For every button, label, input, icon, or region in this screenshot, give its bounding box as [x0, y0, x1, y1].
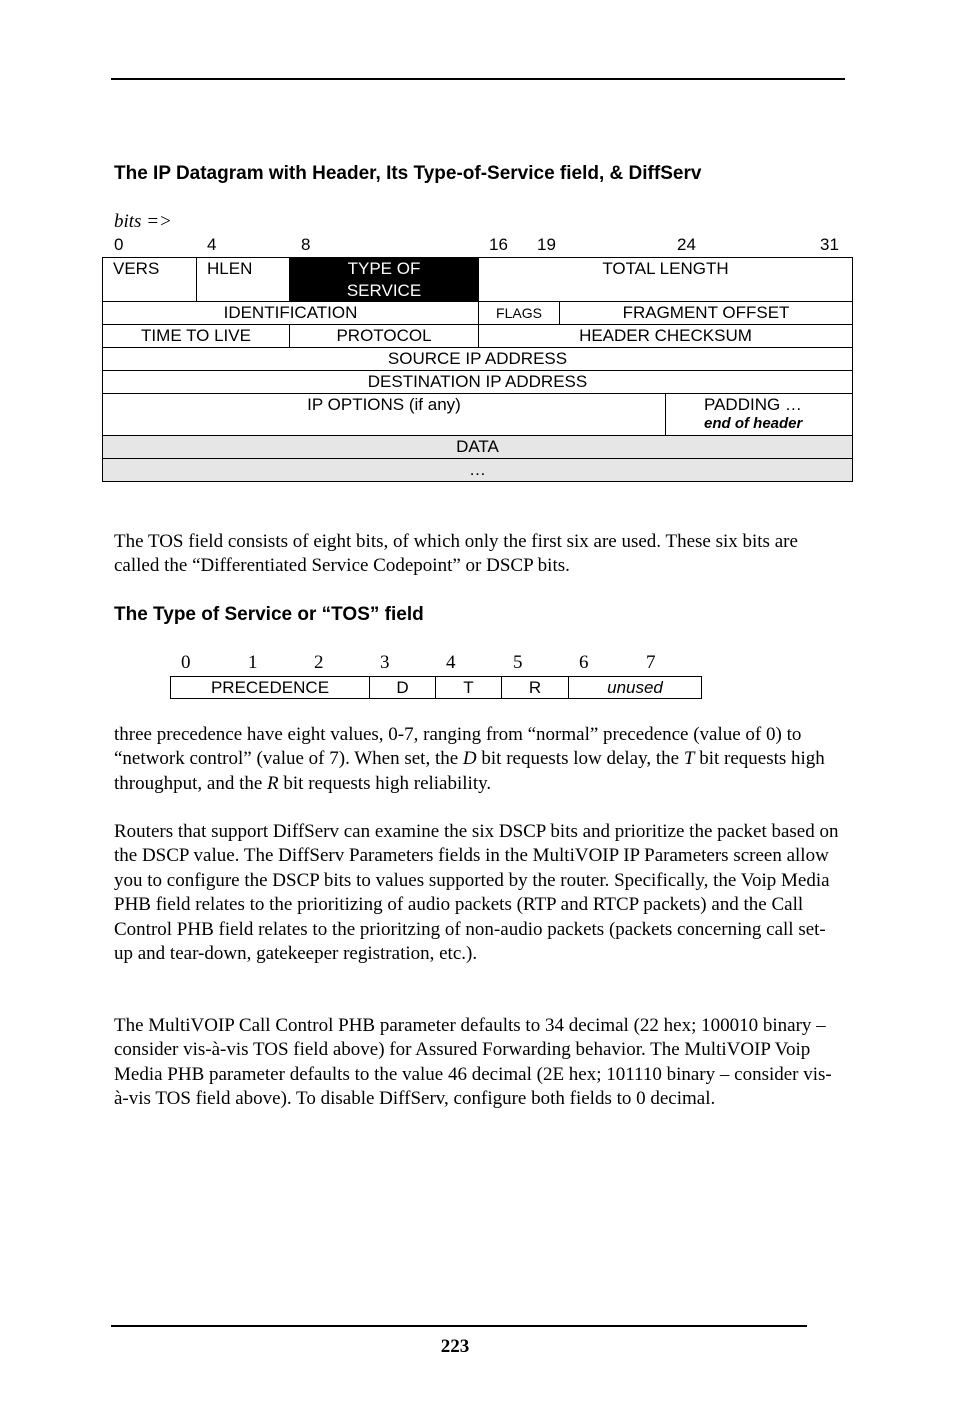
t-bit-ref: T — [683, 748, 695, 770]
vers-field: VERS — [102, 257, 197, 302]
tos-bit-4: 4 — [446, 652, 456, 673]
tos-bit-5: 5 — [513, 652, 523, 673]
padding-label: PADDING … — [704, 395, 802, 414]
fragment-offset-field: FRAGMENT OFFSET — [559, 301, 853, 325]
tos-bit-2: 2 — [314, 652, 324, 673]
reliability-bit-field: R — [501, 676, 569, 699]
bit-position-16: 16 — [489, 235, 508, 254]
tos-intro-paragraph: The TOS field consists of eight bits, of which only the first six are used. These six bits are called the “Differentiated Service Codepoint” or DSCP bits. — [114, 531, 798, 577]
ip-options-field: IP OPTIONS (if any) — [102, 393, 666, 436]
bit-position-4: 4 — [207, 235, 217, 254]
protocol-field: PROTOCOL — [289, 324, 479, 348]
data-field: DATA — [102, 435, 853, 459]
tos-bit-1: 1 — [248, 652, 258, 673]
identification-field: IDENTIFICATION — [102, 301, 479, 325]
page-number: 223 — [440, 1336, 470, 1357]
end-of-header-label: end of header — [704, 415, 803, 432]
flags-label: FLAGS — [496, 305, 542, 321]
r-bit-ref: R — [267, 772, 279, 794]
precedence-text-b: bit requests low delay, the — [476, 748, 684, 770]
data-continuation: … — [102, 458, 853, 482]
tos-heading: The Type of Service or “TOS” field — [114, 604, 424, 625]
header-checksum-field: HEADER CHECKSUM — [478, 324, 853, 348]
tos-bit-3: 3 — [380, 652, 390, 673]
throughput-bit-field: T — [435, 676, 502, 699]
padding-field — [665, 393, 853, 436]
precedence-text-a: three precedence have eight values, 0-7, ranging from “normal” precedence (value of 0) to “network control” (value of 7). When set, the — [114, 724, 802, 770]
delay-bit-field: D — [369, 676, 436, 699]
datagram-heading: The IP Datagram with Header, Its Type-of-Service field, & DiffServ — [114, 163, 702, 184]
precedence-text-e: bit requests high reliability. — [278, 772, 492, 794]
d-bit-ref: D — [462, 748, 477, 770]
bit-position-8: 8 — [301, 235, 311, 254]
precedence-field: PRECEDENCE — [170, 676, 370, 699]
flags-field — [478, 301, 560, 325]
routers-paragraph: Routers that support DiffServ can examine the six DSCP bits and prioritize the packet based on the DSCP value. The DiffServ Parameters fields in the MultiVOIP IP Parameters screen allow you to configure the DSCP bits to values supported by the router. Specifically, the Voip Media PHB field relates to the prioritizing of audio packets (RTP and RTCP packets) and the Call Control PHB field relates to the prioritzing of non-audio packets (packets concerning call set-up and tear-down, gatekeeper registration, etc.). — [114, 821, 839, 965]
bit-position-24: 24 — [677, 235, 696, 254]
type-of-service-field — [289, 257, 479, 302]
tos-bit-6: 6 — [579, 652, 589, 673]
tos-bit-7: 7 — [646, 652, 656, 673]
precedence-paragraph — [114, 723, 844, 796]
hlen-field: HLEN — [196, 257, 290, 302]
bit-position-19: 19 — [537, 235, 556, 254]
bits-label: bits => — [114, 211, 172, 232]
precedence-text-c: bit requests high throughput, and the — [114, 748, 825, 794]
destination-ip-field: DESTINATION IP ADDRESS — [102, 370, 853, 394]
footer-rule — [111, 1325, 807, 1327]
tos-label-line2: SERVICE — [346, 281, 422, 300]
tos-bit-0: 0 — [181, 652, 191, 673]
source-ip-field: SOURCE IP ADDRESS — [102, 347, 853, 371]
bit-position-0: 0 — [114, 235, 124, 254]
unused-bits-field: unused — [568, 676, 702, 699]
tos-label-line1: TYPE OF — [347, 259, 421, 278]
header-rule — [111, 78, 845, 80]
bit-position-31: 31 — [820, 235, 839, 254]
defaults-paragraph: The MultiVOIP Call Control PHB parameter defaults to 34 decimal (22 hex; 100010 binary – consider vis-à-vis TOS field above) for Assured Forwarding behavior. The MultiVOIP Voip Media PHB parameter defaults to the value 46 decimal (2E hex; 101110 binary – consider vis-à-vis TOS field above). To disable DiffServ, configure both fields to 0 decimal. — [114, 1015, 832, 1110]
time-to-live-field: TIME TO LIVE — [102, 324, 290, 348]
total-length-field: TOTAL LENGTH — [478, 257, 853, 302]
